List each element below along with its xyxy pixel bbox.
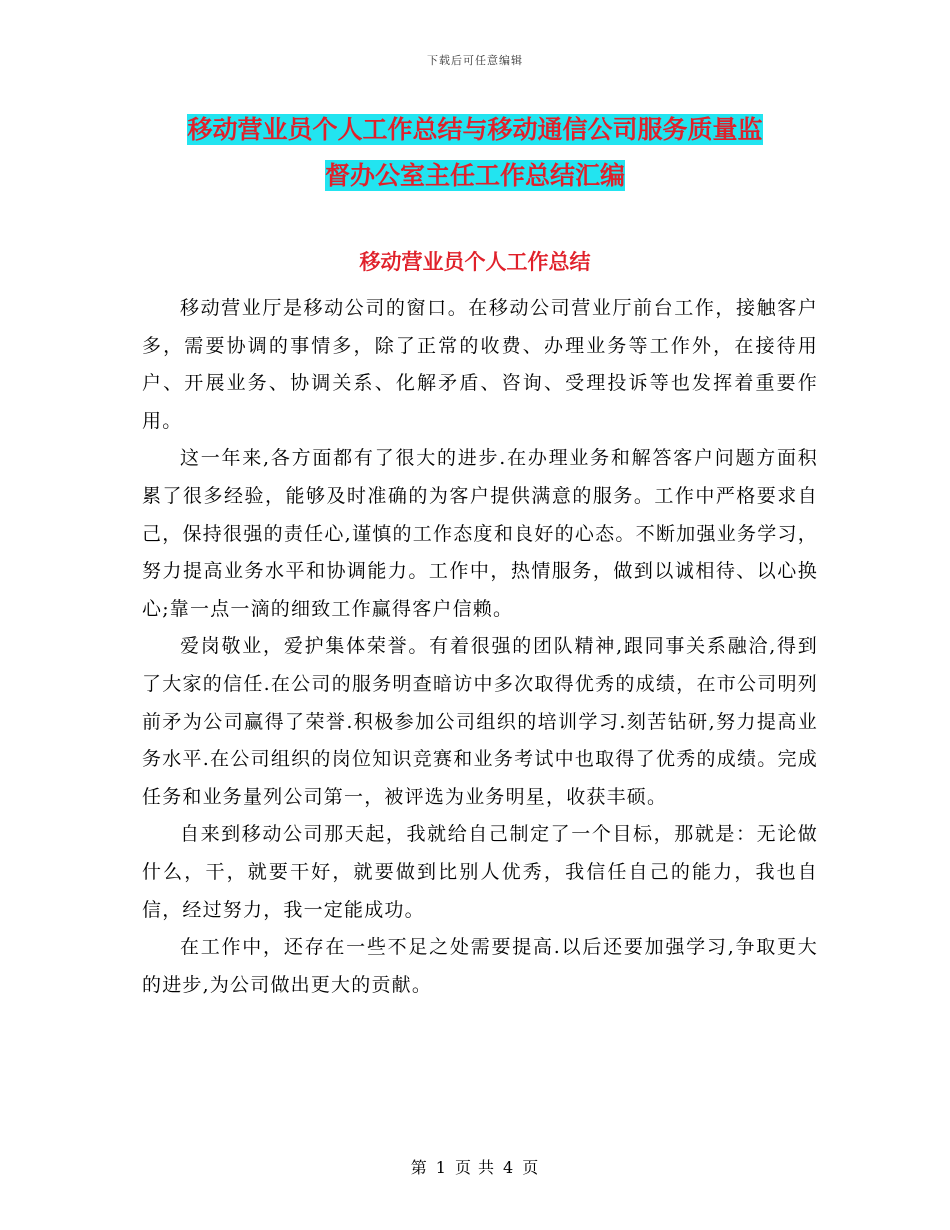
- page-footer: [0, 1155, 950, 1178]
- section-title: 移动营业员个人工作总结: [359, 250, 591, 274]
- footer-prefix: 第: [410, 1158, 428, 1177]
- footer-total-pages: 4: [503, 1158, 515, 1177]
- header-note: 下载后可任意编辑: [427, 54, 523, 67]
- main-title: [130, 107, 820, 199]
- main-title-line-1: 移动营业员个人工作总结与移动通信公司服务质量监: [187, 115, 763, 144]
- paragraph-5: 在工作中，还存在一些不足之处需要提高.以后还要加强学习,争取更大的进步,为公司做出更大的贡献。: [142, 936, 818, 996]
- paragraph-2: 这一年来,各方面都有了很大的进步.在办理业务和解答客户问题方面积累了很多经验，能够及时准确的为客户提供满意的服务。工作中严格要求自己，保持很强的责任心,谨慎的工作态度和良好的心态。不断加强业务学习，努力提高业务水平和协调能力。工作中，热情服务，做到以诚相待、以心换心;靠一点一滴的细致工作赢得客户信赖。: [142, 447, 818, 620]
- paragraph-3: 爱岗敬业，爱护集体荣誉。有着很强的团队精神,跟同事关系融洽,得到了大家的信任.在公司的服务明查暗访中多次取得优秀的成绩，在市公司明列前矛为公司赢得了荣誉.积极参加公司组织的培训学习.刻苦钻研,努力提高业务水平.在公司组织的岗位知识竞赛和业务考试中也取得了优秀的成绩。完成任务和业务量列公司第一，被评选为业务明星，收获丰硕。: [142, 635, 818, 808]
- paragraph-1: 移动营业厅是移动公司的窗口。在移动公司营业厅前台工作，接触客户多，需要协调的事情多，除了正常的收费、办理业务等工作外，在接待用户、开展业务、协调关系、化解矛盾、咨询、受理投诉等也发挥着重要作用。: [142, 297, 818, 432]
- main-title-line-2: 督办公室主任工作总结汇编: [324, 161, 625, 190]
- footer-page-number: 1: [435, 1158, 447, 1177]
- paragraph-4: 自来到移动公司那天起，我就给自己制定了一个目标，那就是：无论做什么，干，就要干好，就要做到比别人优秀，我信任自己的能力，我也自信，经过努力，我一定能成功。: [142, 823, 818, 921]
- footer-suffix: 页: [522, 1158, 540, 1177]
- footer-middle: 页 共: [454, 1158, 496, 1177]
- body-text: [142, 290, 818, 1004]
